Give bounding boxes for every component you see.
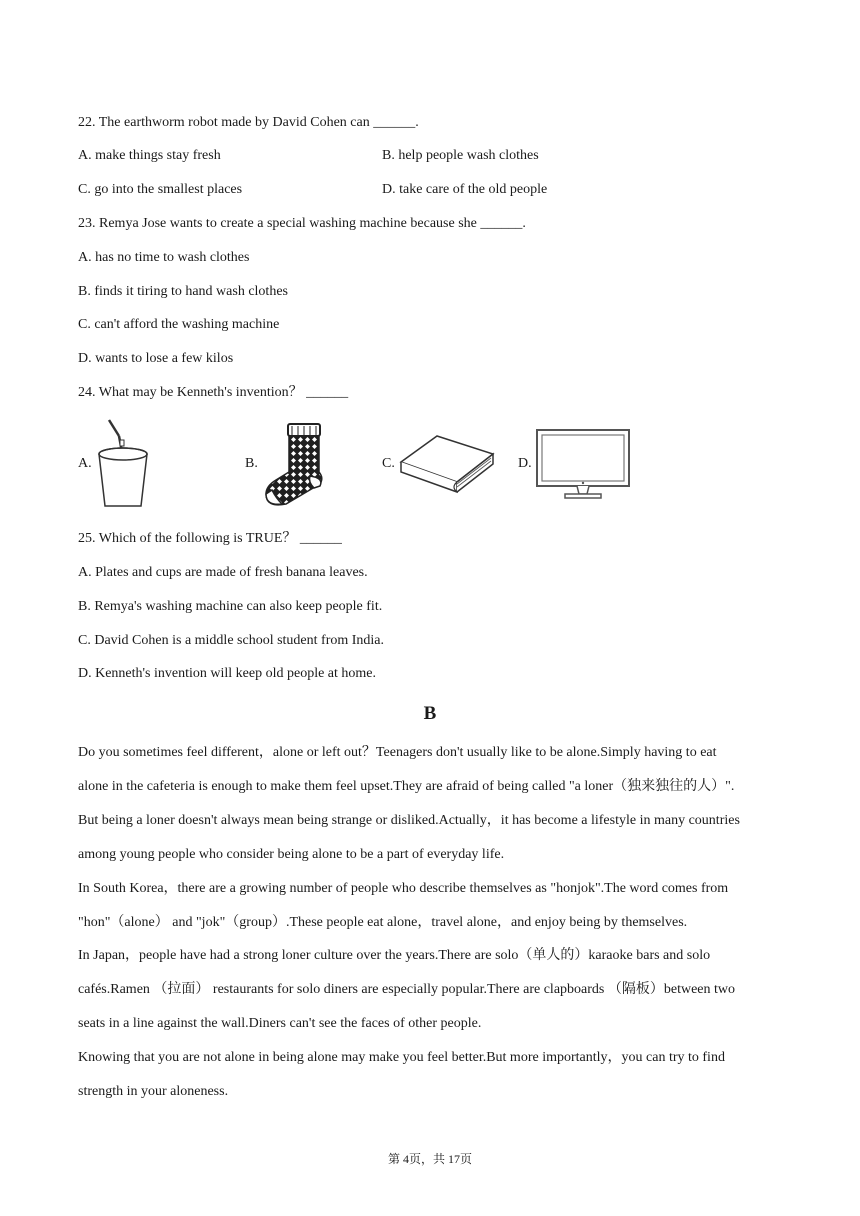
q24-option-d-label: D. [518,456,532,471]
question-25-stem: 25. Which of the following is TRUE？ ______ [78,531,342,546]
passage-line: Knowing that you are not alone in being alone may make you feel better.But more importantly，you can try to find [78,1050,725,1065]
cup-with-straw-icon [95,416,151,510]
q23-option-d: D. wants to lose a few kilos [78,351,234,366]
sock-icon [262,422,326,508]
passage-line: alone in the cafeteria is enough to make them feel upset.They are afraid of being called "a loner（独来独往的人）". [78,779,735,794]
q22-option-d: D. take care of the old people [382,182,548,197]
passage-line: In South Korea，there are a growing number of people who describe themselves as "honjok".The word comes from [78,881,729,896]
passage-line: strength in your aloneness. [78,1084,229,1099]
question-22-stem: 22. The earthworm robot made by David Cohen can ______. [78,115,419,130]
q25-option-d: D. Kenneth's invention will keep old people at home. [78,666,377,681]
passage-line: In Japan，people have had a strong loner culture over the years.There are solo（单人的）karaoke bars and solo [78,948,711,963]
q24-option-a-label: A. [78,456,92,471]
question-23-stem: 23. Remya Jose wants to create a special washing machine because she ______. [78,216,526,231]
q25-option-a: A. Plates and cups are made of fresh banana leaves. [78,565,368,580]
book-icon [399,432,497,494]
passage-line: among young people who consider being alone to be a part of everyday life. [78,847,505,862]
q24-option-b-label: B. [245,456,258,471]
passage-line: cafés.Ramen （拉面） restaurants for solo diners are especially popular.There are clapboards （隔板）between two [78,982,735,997]
q25-option-c: C. David Cohen is a middle school student from India. [78,633,385,648]
passage-line: seats in a line against the wall.Diners can't see the faces of other people. [78,1016,482,1031]
question-24-stem: 24. What may be Kenneth's invention？ ______ [78,385,349,400]
passage-line: But being a loner doesn't always mean being strange or disliked.Actually，it has become a lifestyle in many countries [78,813,740,828]
q22-option-b: B. help people wash clothes [382,148,539,163]
section-b-heading: B [423,703,437,724]
passage-line: Do you sometimes feel different，alone or left out？Teenagers don't usually like to be alone.Simply having to eat [78,745,717,760]
q22-option-c: C. go into the smallest places [78,182,243,197]
page-footer: 第 4页，共 17页 [387,1152,472,1166]
passage-line: "hon"（alone） and "jok"（group）.These people eat alone，travel alone，and enjoy being by themselves. [78,915,688,930]
q23-option-b: B. finds it tiring to hand wash clothes [78,284,288,299]
computer-monitor-icon [535,428,631,500]
q23-option-c: C. can't afford the washing machine [78,317,280,332]
q23-option-a: A. has no time to wash clothes [78,250,250,265]
q24-option-c-label: C. [382,456,395,471]
q25-option-b: B. Remya's washing machine can also keep people fit. [78,599,383,614]
q22-option-a: A. make things stay fresh [78,148,221,163]
